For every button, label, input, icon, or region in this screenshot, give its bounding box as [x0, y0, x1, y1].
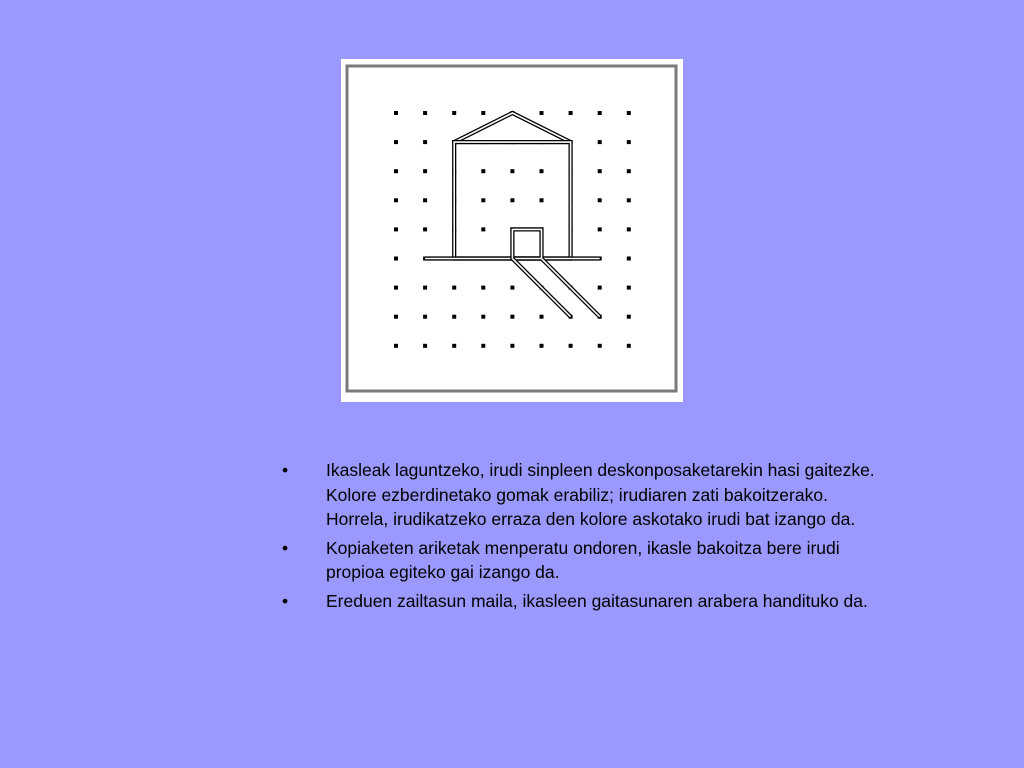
geoboard-peg	[510, 198, 514, 202]
geoboard-peg	[481, 344, 485, 348]
geoboard-peg	[598, 227, 602, 231]
geoboard-peg	[423, 315, 427, 319]
bullet-text: Ereduen zailtasun maila, ikasleen gaitasunaren arabera handituko da.	[326, 590, 868, 611]
geoboard-peg	[540, 315, 544, 319]
geoboard-peg	[394, 286, 398, 290]
bullet-item-3	[270, 589, 880, 614]
geoboard-peg	[481, 169, 485, 173]
geoboard-peg	[394, 344, 398, 348]
geoboard-peg	[627, 169, 631, 173]
bullet-list	[270, 458, 880, 617]
bullet-item-2	[270, 536, 880, 585]
geoboard-peg	[598, 344, 602, 348]
geoboard-peg	[481, 315, 485, 319]
geoboard-peg	[540, 198, 544, 202]
geoboard-peg	[627, 140, 631, 144]
geoboard-peg	[627, 286, 631, 290]
geoboard-peg	[423, 344, 427, 348]
geoboard-peg	[540, 169, 544, 173]
geoboard-peg	[394, 257, 398, 261]
geoboard-peg	[540, 344, 544, 348]
geoboard-peg	[627, 198, 631, 202]
geoboard-peg	[394, 111, 398, 115]
geoboard-peg	[627, 111, 631, 115]
geoboard-peg	[598, 198, 602, 202]
geoboard-peg	[423, 140, 427, 144]
bullet-marker: •	[282, 460, 289, 480]
geoboard-peg	[481, 198, 485, 202]
geoboard-peg	[394, 198, 398, 202]
geoboard-peg	[452, 111, 456, 115]
geoboard-peg	[598, 140, 602, 144]
geoboard-peg	[510, 315, 514, 319]
geoboard-diagram	[341, 59, 683, 402]
bullet-marker: •	[282, 590, 289, 611]
geoboard-peg	[627, 257, 631, 261]
geoboard-peg	[481, 111, 485, 115]
geoboard-peg	[540, 111, 544, 115]
geoboard-peg	[423, 198, 427, 202]
geoboard-peg	[452, 315, 456, 319]
geoboard-image	[341, 59, 683, 402]
geoboard-peg	[510, 169, 514, 173]
geoboard-peg	[510, 286, 514, 290]
bullet-marker: •	[282, 537, 289, 558]
geoboard-peg	[627, 344, 631, 348]
geoboard-peg	[423, 111, 427, 115]
geoboard-peg	[627, 315, 631, 319]
geoboard-peg	[569, 344, 573, 348]
geoboard-peg	[394, 169, 398, 173]
geoboard-peg	[394, 227, 398, 231]
geoboard-peg	[510, 344, 514, 348]
bullet-item-1	[270, 458, 880, 532]
bullet-text: Ikasleak laguntzeko, irudi sinpleen deskonposaketarekin hasi gaitezke. Kolore ezberdinetako gomak erabiliz; irudiaren zati bakoitzerako. Horrela, irudikatzeko erraza den kolore askotako irudi bat izango da.	[326, 460, 875, 529]
geoboard-peg	[598, 286, 602, 290]
geoboard-peg	[627, 227, 631, 231]
geoboard-peg	[423, 169, 427, 173]
geoboard-peg	[598, 169, 602, 173]
geoboard-peg	[481, 227, 485, 231]
geoboard-peg	[598, 111, 602, 115]
geoboard-peg	[452, 286, 456, 290]
geoboard-peg	[569, 111, 573, 115]
bullet-text: Kopiaketen ariketak menperatu ondoren, ikasle bakoitza bere irudi propioa egiteko gai izango da.	[326, 537, 840, 582]
geoboard-peg	[394, 315, 398, 319]
geoboard-peg	[452, 344, 456, 348]
geoboard-peg	[423, 286, 427, 290]
geoboard-peg	[423, 227, 427, 231]
geoboard-peg	[394, 140, 398, 144]
geoboard-peg	[481, 286, 485, 290]
